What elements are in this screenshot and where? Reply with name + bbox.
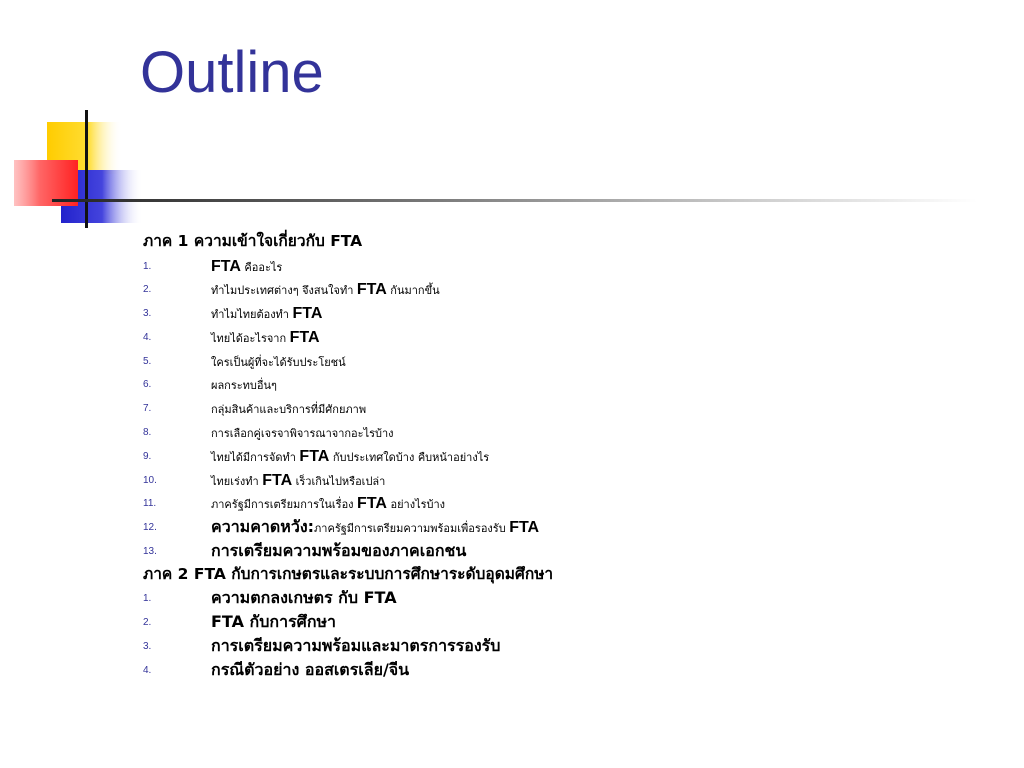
list-item: 4. กรณีตัวอย่าง ออสเตรเลีย/จีน (143, 659, 410, 679)
list-item: 2. ทำไมประเทศต่างๆ จึงสนใจทำ FTA กันมากขึ้น (143, 281, 440, 299)
list-item: 7. กลุ่มสินค้าและบริการที่มีศักยภาพ (143, 403, 367, 417)
list-item: 10. ไทยเร่งทำ FTA เร็วเกินไปหรือเปล่า (143, 471, 386, 489)
list-item: 2. FTA กับการศึกษา (143, 612, 337, 632)
list-item: 1. ความตกลงเกษตร กับ FTA (143, 588, 397, 608)
list-item: 6. ผลกระทบอื่นๆ (143, 379, 277, 393)
list-item: 12. ความคาดหวัง:ภาครัฐมีการเตรียมความพร้อมเพื่อรองรับ FTA (143, 517, 540, 537)
vertical-line (85, 110, 88, 228)
decorative-graphic (0, 0, 1024, 240)
list-item: 4. ไทยได้อะไรจาก FTA (143, 328, 320, 346)
list-item: 3. ทำไมไทยต้องทำ FTA (143, 305, 323, 323)
list-item: 11. ภาครัฐมีการเตรียมการในเรื่อง FTA อย่างไรบ้าง (143, 495, 446, 513)
part1-heading: ภาค 1 ความเข้าใจเกี่ยวกับ FTA (143, 232, 363, 250)
list-item: 3. การเตรียมความพร้อมและมาตรการรองรับ (143, 635, 501, 655)
horizontal-rule (52, 199, 977, 202)
list-item: 1. FTA คืออะไร (143, 257, 283, 275)
list-item: 8. การเลือกคู่เจรจาพิจารณาจากอะไรบ้าง (143, 427, 394, 441)
list-item: 5. ใครเป็นผู้ที่จะได้รับประโยชน์ (143, 355, 346, 369)
outline-content (143, 230, 1003, 682)
list-item: 9. ไทยได้มีการจัดทำ FTA กับประเทศใดบ้าง คืบหน้าอย่างไร (143, 447, 490, 465)
list-item: 13. การเตรียมความพร้อมของภาคเอกชน (143, 541, 467, 561)
slide-title: Outline (140, 40, 324, 105)
part2-heading: ภาค 2 FTA กับการเกษตรและระบบการศึกษาระดับอุดมศึกษา (143, 564, 554, 583)
